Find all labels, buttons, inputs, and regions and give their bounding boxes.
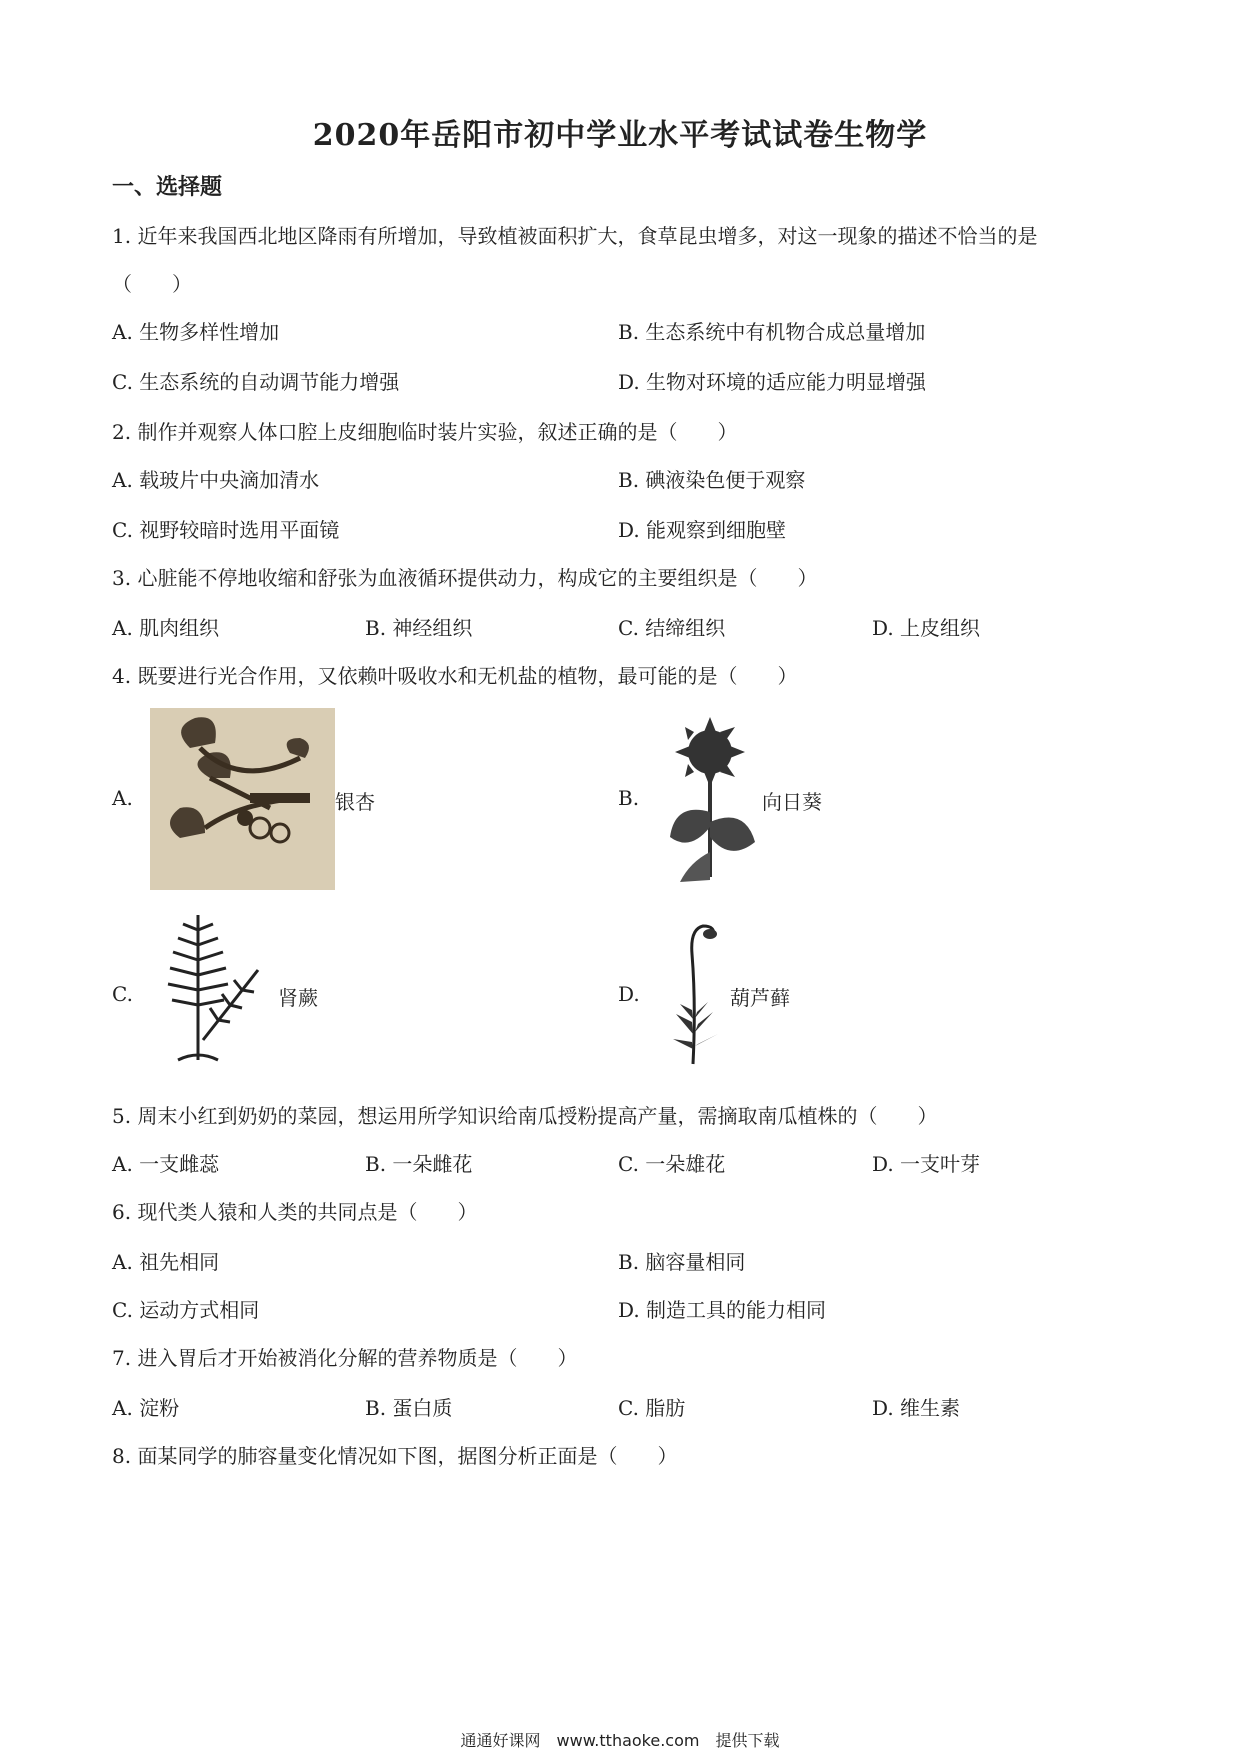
q7-option-a: A. 淀粉 (112, 1396, 180, 1420)
q3-option-d: D. 上皮组织 (872, 616, 981, 640)
q7-option-b: B. 蛋白质 (365, 1396, 453, 1420)
q1-option-b: B. 生态系统中有机物合成总量增加 (618, 320, 926, 344)
q1-option-a: A. 生物多样性增加 (112, 320, 280, 344)
q1-option-c: C. 生态系统的自动调节能力增强 (112, 370, 400, 394)
question-4: 4. 既要进行光合作用，又依赖叶吸收水和无机盐的植物，最可能的是（ ） (112, 664, 798, 688)
question-1-paren: （ ） (112, 272, 192, 296)
question-2: 2. 制作并观察人体口腔上皮细胞临时装片实验，叙述正确的是（ ） (112, 420, 738, 444)
q5-option-d: D. 一支叶芽 (872, 1152, 981, 1176)
q3-option-a: A. 肌肉组织 (112, 616, 220, 640)
q4-option-b-letter: B. (618, 786, 640, 810)
q7-option-c: C. 脂肪 (618, 1396, 686, 1420)
moss-image (668, 914, 728, 1070)
page-title: 2020年岳阳市初中学业水平考试试卷生物学 (312, 118, 928, 153)
q5-option-a: A. 一支雌蕊 (112, 1152, 220, 1176)
q2-option-b: B. 碘液染色便于观察 (618, 468, 806, 492)
q1-option-d: D. 生物对环境的适应能力明显增强 (618, 370, 927, 394)
q5-option-b: B. 一朵雌花 (365, 1152, 473, 1176)
q6-option-b: B. 脑容量相同 (618, 1250, 746, 1274)
q6-option-c: C. 运动方式相同 (112, 1298, 260, 1322)
question-1: 1. 近年来我国西北地区降雨有所增加，导致植被面积扩大，食草昆虫增多，对这一现象的描述不恰当的是 (112, 224, 1038, 248)
q4-option-a-name: 银杏 (335, 790, 375, 814)
fern-image (148, 910, 278, 1070)
question-3: 3. 心脏能不停地收缩和舒张为血液循环提供动力，构成它的主要组织是（ ） (112, 566, 818, 590)
q6-option-d: D. 制造工具的能力相同 (618, 1298, 827, 1322)
question-5: 5. 周末小红到奶奶的菜园，想运用所学知识给南瓜授粉提高产量，需摘取南瓜植株的（ ） (112, 1104, 938, 1128)
question-8: 8. 面某同学的肺容量变化情况如下图，据图分析正面是（ ） (112, 1444, 678, 1468)
question-7: 7. 进入胃后才开始被消化分解的营养物质是（ ） (112, 1346, 578, 1370)
q4-option-b-name: 向日葵 (762, 790, 822, 814)
q2-option-a: A. 载玻片中央滴加清水 (112, 468, 320, 492)
q3-option-c: C. 结缔组织 (618, 616, 726, 640)
ginkgo-image (150, 708, 335, 890)
q3-option-b: B. 神经组织 (365, 616, 473, 640)
question-6: 6. 现代类人猿和人类的共同点是（ ） (112, 1200, 478, 1224)
sunflower-image (660, 712, 760, 882)
q4-option-c-name: 肾蕨 (278, 986, 318, 1010)
q4-option-d-letter: D. (618, 982, 640, 1006)
q6-option-a: A. 祖先相同 (112, 1250, 220, 1274)
q4-option-d-name: 葫芦藓 (730, 986, 790, 1010)
q2-option-c: C. 视野较暗时选用平面镜 (112, 518, 340, 542)
q7-option-d: D. 维生素 (872, 1396, 961, 1420)
q2-option-d: D. 能观察到细胞壁 (618, 518, 787, 542)
page-footer: 通通好课网 www.tthaoke.com 提供下载 (460, 1731, 780, 1750)
q4-option-a-letter: A. (112, 786, 133, 810)
section-heading: 一、选择题 (112, 175, 223, 200)
q4-option-c-letter: C. (112, 982, 133, 1006)
q5-option-c: C. 一朵雄花 (618, 1152, 726, 1176)
